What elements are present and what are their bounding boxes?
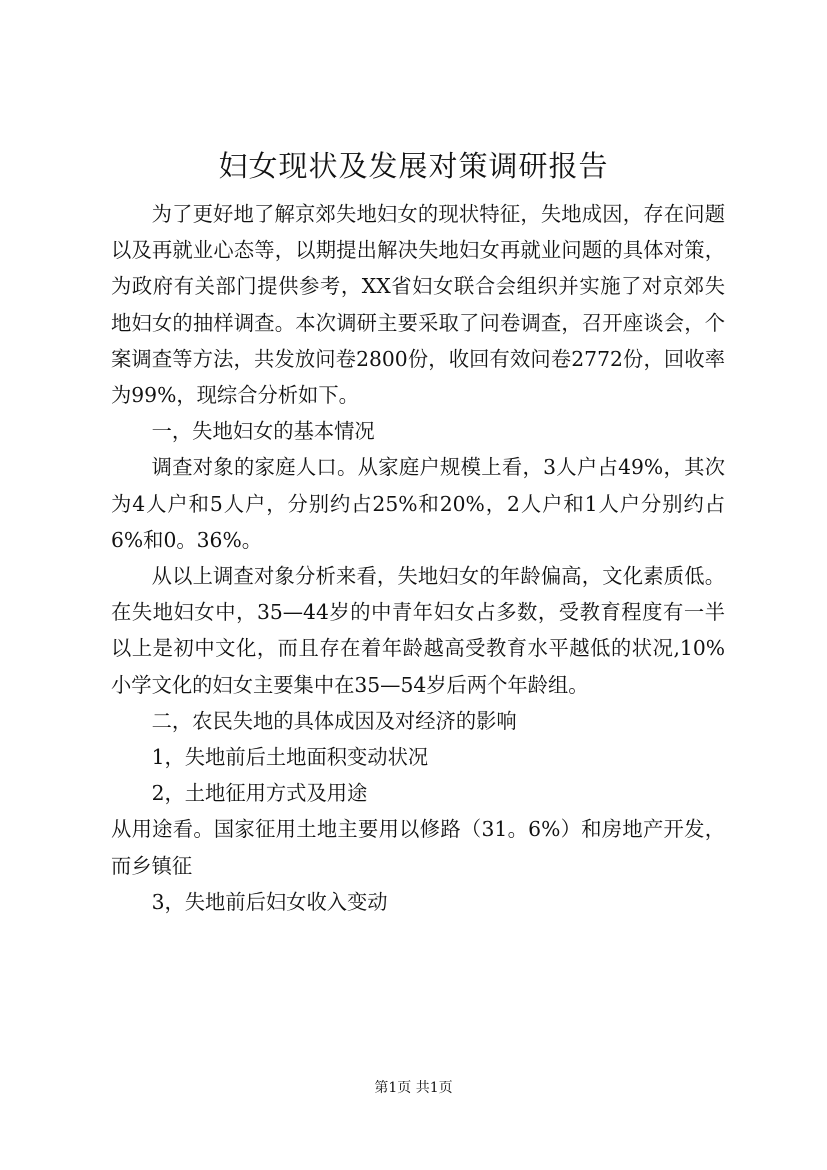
usage-paragraph: 从用途看。国家征用土地主要用以修路（31。6%）和房地产开发，而乡镇征 (111, 817, 725, 878)
section-heading-1: 一，失地妇女的基本情况 (151, 419, 375, 444)
intro-paragraph: 为了更好地了解京郊失地妇女的现状特征，失地成因，存在问题以及再就业心态等，以期提出解决失地妇女再就业问题的具体对策，为政府有关部门提供参考，XX省妇女联合会组织并实施了对京郊失地妇女的抽样调查。本次调研主要采取了问卷调查，召开座谈会，个案调查等方法，共发放问卷2800份，收回有效问卷2772份，回收率为99%，现综合分析如下。 (111, 202, 725, 408)
subheading-2: 2，土地征用方式及用途 (151, 781, 368, 806)
section-heading-2: 二，农民失地的具体成因及对经济的影响 (151, 708, 517, 733)
document-title: 妇女现状及发展对策调研报告 (218, 149, 609, 183)
household-paragraph: 调查对象的家庭人口。从家庭户规模上看，3人户占49%，其次为4人户和5人户，分别约占25%和20%，2人户和1人户分别约占6%和0。36%。 (111, 455, 725, 552)
document-body (111, 196, 725, 920)
subheading-3: 3，失地前后妇女收入变动 (151, 889, 388, 914)
analysis-paragraph: 从以上调查对象分析来看，失地妇女的年龄偏高，文化素质低。在失地妇女中，35—44岁的中青年妇女占多数，受教育程度有一半以上是初中文化，而且存在着年龄越高受教育水平越低的状况,10%小学文化的妇女主要集中在35—54岁后两个年龄组。 (111, 564, 725, 697)
subheading-1: 1，失地前后土地面积变动状况 (151, 745, 429, 770)
page-footer: 第1页 共1页 (374, 1080, 453, 1096)
